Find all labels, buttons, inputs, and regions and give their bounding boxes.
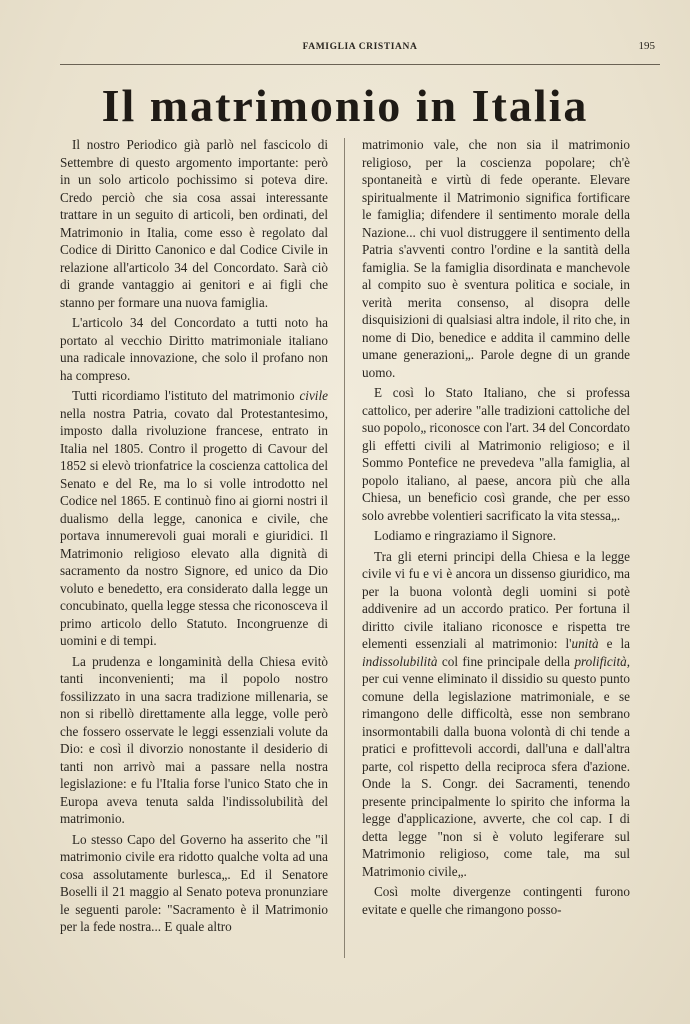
paragraph: E così lo Stato Italiano, che si professa cattolico, per aderire "alle tradizioni cattoliche del suo popolo„ riconosce con l'art. 34 del Concordato gli effetti civili al Matrimonio religioso; e il Sommo Pontefice ne prevedeva "alla famiglia, al popolo italiano, al paese, ancora più che alla Chiesa, un beneficio così grande, che per esso solo avrebbe volentieri sacrificato la vita stessa„. — [362, 385, 630, 523]
italic-term: unità — [571, 636, 599, 651]
paragraph: Lodiamo e ringraziamo il Signore. — [374, 528, 557, 543]
header-rule — [60, 64, 660, 65]
paragraph: Lo stesso Capo del Governo ha asserito che "il matrimonio civile era ridotto qualche volta ad una cosa assolutamente burlesca„. Ed il Senatore Boselli il 21 maggio al Senato poteva pronunziare le seguenti parole: "Sacramento è il Matrimonio per la fede nostra... E quale altro — [60, 831, 328, 934]
running-title: FAMIGLIA CRISTIANA — [302, 42, 418, 52]
text-run: Tra gli eterni principi della Chiesa e la legge civile vi fu e vi è ancora un dissenso giuridico, ma per la buona volontà degli uomini si potè addivenire ad un accordo pratico. Per fortuna il diritto civile italiano riconosce e rispetta tre elementi essenziali al matrimonio: l' — [362, 548, 630, 651]
text-run: nella nostra Patria, covato dal Protestantesimo, imposto dalla rivoluzione francese, entrato in Italia nel 1805. Contro il progetto di Cavour del 1852 si elevò trionfatrice la coscienza cattolica del Senato e del Re, ma lo si volle introdotto nel Codice nel 1865. E continuò fino ai giorni nostri il dualismo della legge, canonica e civile, che portava innumerevoli guai morali e giuridici. Il Matrimonio religioso elevato alla dignità di sacramento da nostro Signore, ed unico da Dio voluto e benedetto, era considerato dalla legge un concubinato, quella legge stessa che riconosceva il primo articolo dello Statuto. Incongruenze di uomini e di tempi. — [60, 405, 328, 648]
left-column — [60, 136, 328, 939]
right-column — [362, 136, 630, 921]
article-title: Il matrimonio in Italia — [101, 80, 589, 131]
page-number: 195 — [638, 40, 655, 52]
italic-term: indissolubilità — [362, 653, 438, 669]
paragraph — [60, 387, 328, 650]
paragraph: L'articolo 34 del Concordato a tutti noto ha portato al vecchio Diritto matrimoniale italiano una radicale innovazione, che solo il profano non ha compreso. — [60, 315, 328, 383]
paragraph — [362, 548, 630, 881]
text-run: Tutti ricordiamo l'istituto del matrimonio — [72, 388, 300, 403]
italic-term: prolificità — [574, 653, 627, 669]
paragraph: matrimonio vale, che non sia il matrimonio religioso, per la coscienza popolare; ch'è spontaneità e virtù di fede operante. Elevare spiritualmente il Matrimonio significa fortificare le famiglia; difendere il sentimento morale della Nazione... chi vuol distruggere il sentimento della Patria s'avventi contro l'ordine e la santità della famiglia. Se la famiglia disordinata e manchevole al compito suo è sventura politica e sociale, in verità merita consenso, al disopra delle disquisizioni di qualsiasi altra indole, il rito che, in nome di Dio, benedice e addita il cammino delle umane generazioni„. Parole degne di un grande uomo. — [362, 137, 630, 380]
text-run: , per cui venne eliminato il dissidio su questo punto comune della legislazione matrimoniale, e se rimangono delle difficoltà, esse non sembrano insormontabili dalla buona volontà di chi tende a pratici e profittevoli accordi, dall'una e dall'altra parte, col rispetto della reciproca sfera d'azione. Onde la S. Congr. dei Sacramenti, tenendo presente principalmente lo spirito che informa la legge d'applicazione, avverte, che col cap. I di detta legge "non si è voluto legiferare sul Matrimonio religioso, come tale, ma sul Matrimonio civile„. — [362, 653, 630, 879]
column-divider — [344, 138, 345, 958]
text-run: e la — [598, 636, 630, 651]
italic-term: civile — [299, 388, 328, 403]
paragraph: La prudenza e longaminità della Chiesa evitò tanti inconvenienti; ma il popolo nostro fossilizzato in una sacra tradizione millenaria, se non si ribellò direttamente alla legge, volle però che fossero osservate le leggi essenziali volute da Dio: e così il divorzio nonostante il desiderio di tanti non arrivò mai a passare nella nostra legislazione: e fu l'Italia forse l'unico Stato che in Europa aveva tenuta salda l'indissolubilità del matrimonio. — [60, 653, 328, 826]
running-head — [60, 40, 660, 60]
paragraph: Così molte divergenze contingenti furono evitate e quelle che rimangono posso- — [362, 884, 630, 917]
text-run: col fine principale della — [437, 653, 575, 669]
paragraph: Il nostro Periodico già parlò nel fascicolo di Settembre di questo argomento importante: però in un solo articolo pochissimo si poteva dire. Credo perciò che sia cosa assai interessante trattare in un seguito di articoli, ben ordinati, del Matrimonio in Italia, come esso è regolato dal Codice di Diritto Canonico e dal Codice Civile in relazione all'articolo 34 del Concordato. Sarà ciò di grande vantaggio ai genitori e ai figli che stanno per formare una nuova famiglia. — [60, 137, 328, 310]
